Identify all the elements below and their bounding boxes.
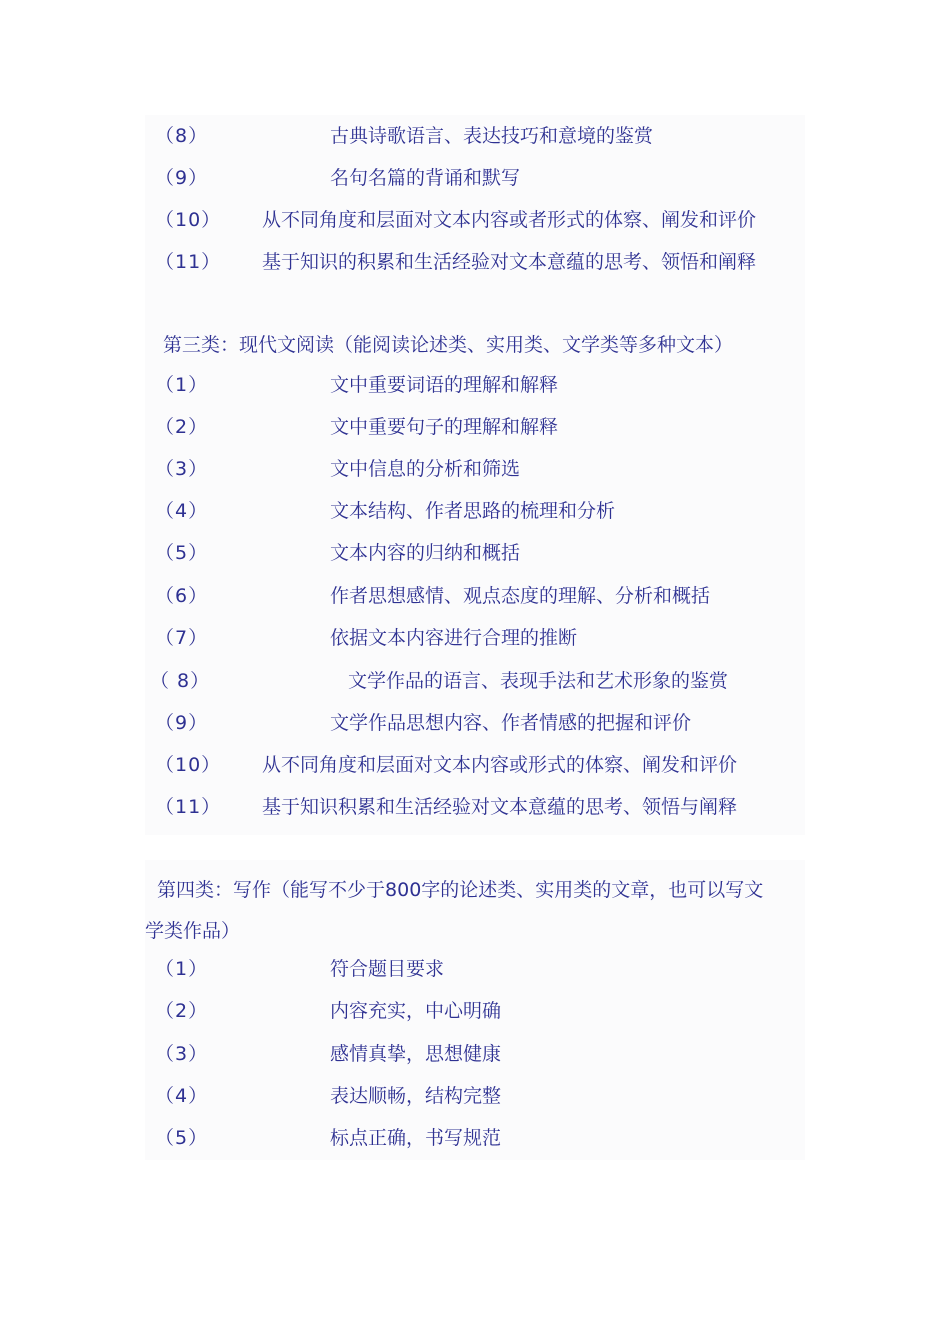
item-text: 文中信息的分析和筛选 xyxy=(330,458,521,480)
item-number: （11） xyxy=(155,251,222,273)
section-heading: 第三类：现代文阅读（能阅读论述类、实用类、文学类等多种文本） xyxy=(163,334,734,356)
list-item xyxy=(0,1124,950,1152)
item-text: 基于知识的积累和生活经验对文本意蕴的思考、领悟和阐释 xyxy=(262,251,757,273)
item-number: （ 8） xyxy=(150,670,211,692)
list-item xyxy=(0,1082,950,1110)
item-text: 文学作品的语言、表现手法和艺术形象的鉴赏 xyxy=(348,670,729,692)
item-text: 从不同角度和层面对文本内容或形式的体察、阐发和评价 xyxy=(262,754,738,776)
item-number: （1） xyxy=(155,374,209,396)
list-item xyxy=(0,371,950,399)
item-number: （5） xyxy=(155,1127,209,1149)
item-text: 文本结构、作者思路的梳理和分析 xyxy=(330,500,616,522)
list-item xyxy=(0,413,950,441)
item-number: （2） xyxy=(155,416,209,438)
list-item xyxy=(0,455,950,483)
heading-number: 800 xyxy=(385,879,422,901)
item-text: 作者思想感情、观点态度的理解、分析和概括 xyxy=(330,585,711,607)
item-text: 依据文本内容进行合理的推断 xyxy=(330,627,578,649)
item-number: （7） xyxy=(155,627,209,649)
section-heading xyxy=(157,876,763,904)
list-item xyxy=(0,164,950,192)
item-text: 基于知识积累和生活经验对文本意蕴的思考、领悟与阐释 xyxy=(262,796,738,818)
item-number: （2） xyxy=(155,1000,209,1022)
heading-text: 字的论述类、实用类的文章，也可以写文 xyxy=(421,879,764,901)
list-item xyxy=(0,248,950,276)
item-text: 文中重要词语的理解和解释 xyxy=(330,374,559,396)
list-item xyxy=(0,667,950,695)
list-item xyxy=(0,206,950,234)
item-number: （1） xyxy=(155,958,209,980)
list-item xyxy=(0,497,950,525)
item-text: 内容充实，中心明确 xyxy=(330,1000,502,1022)
item-number: （4） xyxy=(155,500,209,522)
item-number: （4） xyxy=(155,1085,209,1107)
item-number: （6） xyxy=(155,585,209,607)
list-item xyxy=(0,582,950,610)
item-number: （10） xyxy=(155,209,222,231)
heading-text: 第四类：写作（能写不少于 xyxy=(157,879,386,901)
item-number: （3） xyxy=(155,1043,209,1065)
item-number: （10） xyxy=(155,754,222,776)
section-heading-continued: 学类作品） xyxy=(145,920,241,942)
list-item xyxy=(0,793,950,821)
list-item xyxy=(0,709,950,737)
item-text: 古典诗歌语言、表达技巧和意境的鉴赏 xyxy=(330,125,654,147)
item-text: 从不同角度和层面对文本内容或者形式的体察、阐发和评价 xyxy=(262,209,757,231)
item-text: 表达顺畅，结构完整 xyxy=(330,1085,502,1107)
item-text: 名句名篇的背诵和默写 xyxy=(330,167,521,189)
item-text: 标点正确，书写规范 xyxy=(330,1127,502,1149)
list-item xyxy=(0,122,950,150)
list-item xyxy=(0,624,950,652)
item-number: （3） xyxy=(155,458,209,480)
list-item xyxy=(0,955,950,983)
item-number: （8） xyxy=(155,125,209,147)
item-number: （9） xyxy=(155,167,209,189)
item-number: （9） xyxy=(155,712,209,734)
item-text: 文本内容的归纳和概括 xyxy=(330,542,521,564)
item-text: 文学作品思想内容、作者情感的把握和评价 xyxy=(330,712,692,734)
list-item xyxy=(0,539,950,567)
item-number: （11） xyxy=(155,796,222,818)
list-item xyxy=(0,751,950,779)
list-item xyxy=(0,997,950,1025)
item-number: （5） xyxy=(155,542,209,564)
item-text: 感情真挚，思想健康 xyxy=(330,1043,502,1065)
item-text: 文中重要句子的理解和解释 xyxy=(330,416,559,438)
list-item xyxy=(0,1040,950,1068)
item-text: 符合题目要求 xyxy=(330,958,445,980)
